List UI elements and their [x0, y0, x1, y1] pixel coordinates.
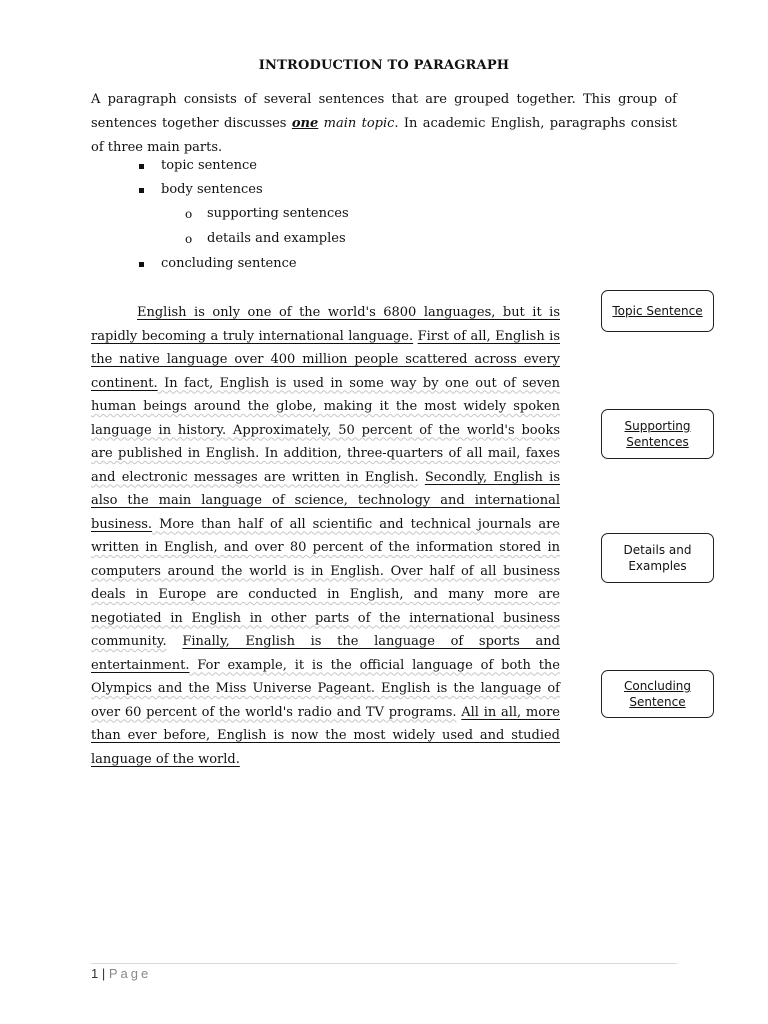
concluding-label-line-1: Concluding	[623, 679, 692, 693]
intro-emphasis-one: one	[291, 116, 319, 131]
concluding-sentence-label	[601, 670, 714, 718]
topic-sentence-text: English is only one of the world's 6800 languages, but it is rapidly becoming a truly international language.	[91, 305, 560, 344]
square-bullet-icon	[139, 262, 144, 267]
list-item: topic sentence	[161, 158, 257, 173]
square-bullet-icon	[139, 164, 144, 169]
list-item: concluding sentence	[161, 256, 297, 271]
supporting-sentence-3: Finally, English is the language of sports and entertainment.	[91, 634, 560, 673]
detail-text-3: For example, it is the official language of both the Olympics and the Miss Universe Pageant. English is the language of over 60 percent of the world's radio and TV programs.	[91, 657, 560, 720]
intro-emphasis-main-topic: main topic	[318, 116, 395, 131]
page-footer	[91, 966, 151, 981]
topic-sentence-label	[601, 290, 714, 332]
concluding-label-line-2: Sentence	[629, 695, 686, 709]
supporting-sentence-1: First of all, English is the native language over 400 million people scattered across every continent.	[91, 328, 561, 391]
page-number: 1	[91, 966, 99, 981]
supporting-label-line-2: Sentences	[626, 435, 689, 449]
list-item: body sentences	[161, 182, 263, 197]
footer-divider	[91, 963, 677, 964]
supporting-sentences-label	[601, 409, 714, 459]
list-item: details and examples	[207, 231, 346, 246]
concluding-sentence-text: All in all, more than ever before, English is now the most widely used and studied language of the world.	[91, 704, 560, 767]
details-examples-label	[601, 533, 714, 583]
detail-text-1: In fact, English is used in some way by one out of seven human beings around the globe, making it the most widely spoken language in history. Approximately, 50 percent of the world's books are published in English. In addition, three-quarters of all mail, faxes and electronic messages are written in English.	[91, 375, 560, 485]
circle-bullet-icon: o	[185, 207, 193, 221]
supporting-label-line-1: Supporting	[624, 419, 691, 433]
supporting-sentence-2: Secondly, English is also the main language of science, technology and international business.	[91, 469, 560, 532]
list-item: supporting sentences	[207, 206, 349, 221]
intro-text-2: . In academic English, paragraphs consist of three main parts.	[91, 116, 678, 155]
example-paragraph	[91, 301, 560, 771]
page-word: Page	[108, 966, 152, 981]
footer-separator: |	[101, 966, 106, 981]
intro-text-1: A paragraph consists of several sentences that are grouped together. This group of sentences together discusses	[91, 92, 677, 131]
square-bullet-icon	[139, 188, 144, 193]
detail-text-2: More than half of all scientific and technical journals are written in English, and over 80 percent of the information stored in computers around the world is in English. Over half of all business deals in Europe are conducted in English, and many more are negotiated in English in other parts of the international business community.	[91, 516, 560, 649]
intro-paragraph	[91, 88, 677, 160]
details-label-line-2: Examples	[628, 559, 687, 573]
page-title: INTRODUCTION TO PARAGRAPH	[258, 58, 510, 73]
topic-label-text: Topic Sentence	[612, 304, 703, 318]
details-label-line-1: Details and	[623, 543, 692, 557]
circle-bullet-icon: o	[185, 232, 193, 246]
